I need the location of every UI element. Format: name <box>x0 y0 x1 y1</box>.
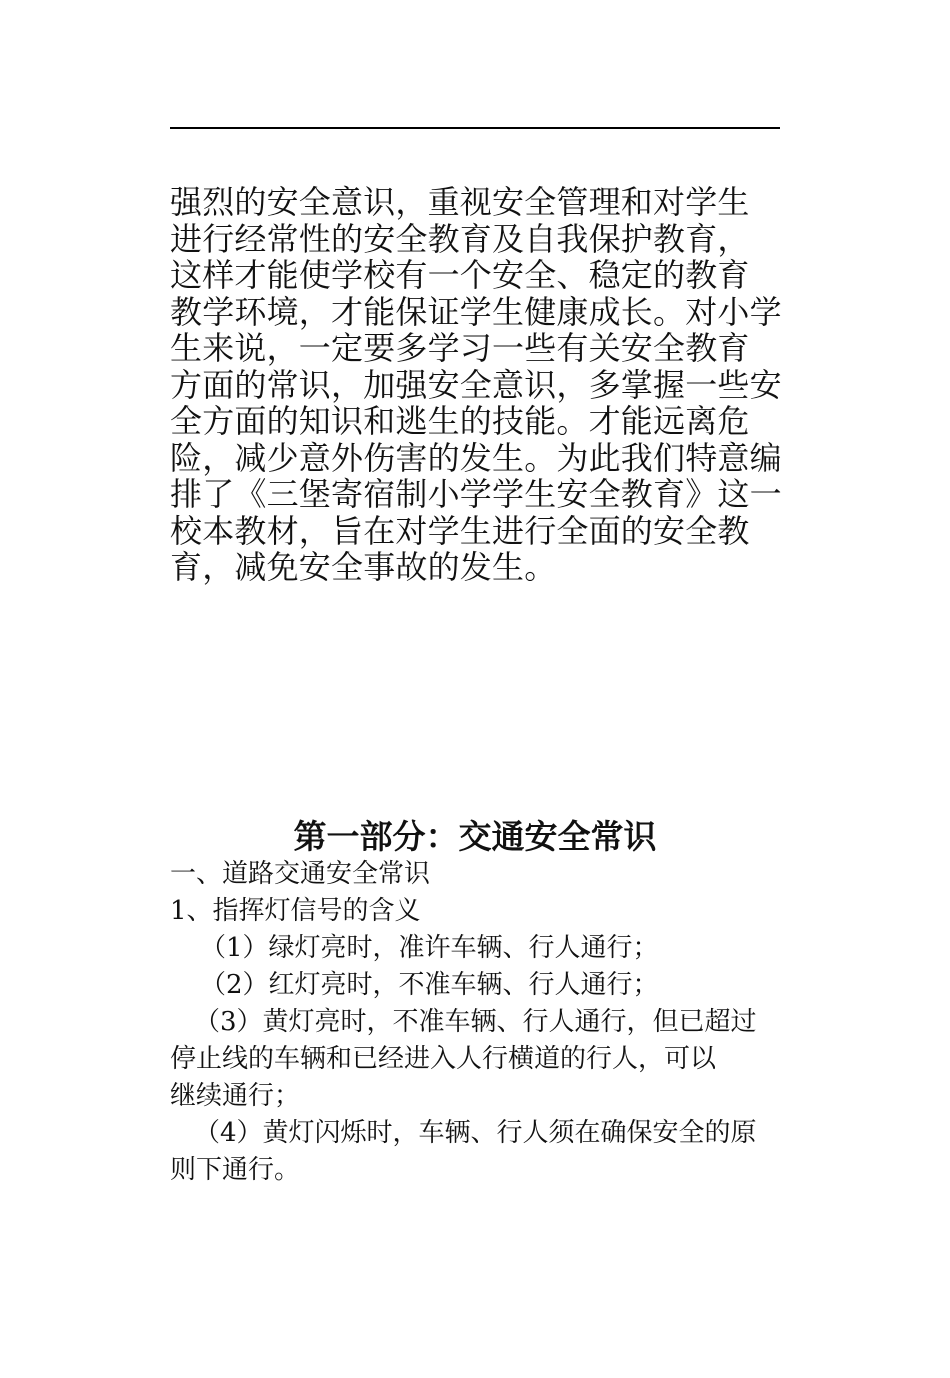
paragraph-line: 育，减免安全事故的发生。 <box>170 548 557 586</box>
list-item-continuation: 停止线的车辆和已经进入人行横道的行人，可以 <box>170 1044 717 1074</box>
section-body <box>170 856 782 1189</box>
paragraph-line: 强烈的安全意识，重视安全管理和对学生 <box>170 183 750 221</box>
paragraph-line: 排了《三堡寄宿制小学学生安全教育》这一 <box>170 475 782 513</box>
paragraph-line: 校本教材，旨在对学生进行全面的安全教 <box>170 511 750 550</box>
section-heading: 一、道路交通安全常识 <box>170 859 431 889</box>
list-item: （2）红灯亮时，不准车辆、行人通行； <box>200 970 659 1000</box>
list-item-continuation: 继续通行； <box>170 1081 301 1111</box>
list-item: （3）黄灯亮时，不准车辆、行人通行，但已超过 <box>194 1007 757 1037</box>
paragraph-line: 全方面的知识和逃生的技能。才能远离危 <box>170 402 750 440</box>
intro-paragraph <box>170 184 782 586</box>
paragraph-line: 进行经常性的安全教育及自我保护教育， <box>170 219 750 258</box>
list-item-continuation: 则下通行。 <box>170 1155 301 1185</box>
section-subheading: 1、指挥灯信号的含义 <box>170 896 421 926</box>
paragraph-line: 这样才能使学校有一个安全、稳定的教育 <box>170 256 750 294</box>
section-title: 第一部分：交通安全常识 <box>293 817 657 856</box>
paragraph-line: 险，减少意外伤害的发生。为此我们特意编 <box>170 438 782 477</box>
paragraph-line: 教学环境，才能保证学生健康成长。对小学 <box>170 292 782 331</box>
paragraph-line: 方面的常识，加强安全意识，多掌握一些安 <box>170 365 782 404</box>
list-item: （4）黄灯闪烁时，车辆、行人须在确保安全的原 <box>194 1118 757 1148</box>
list-item: （1）绿灯亮时，准许车辆、行人通行； <box>200 933 659 963</box>
paragraph-line: 生来说，一定要多学习一些有关安全教育 <box>170 329 750 367</box>
header-rule <box>170 127 780 129</box>
